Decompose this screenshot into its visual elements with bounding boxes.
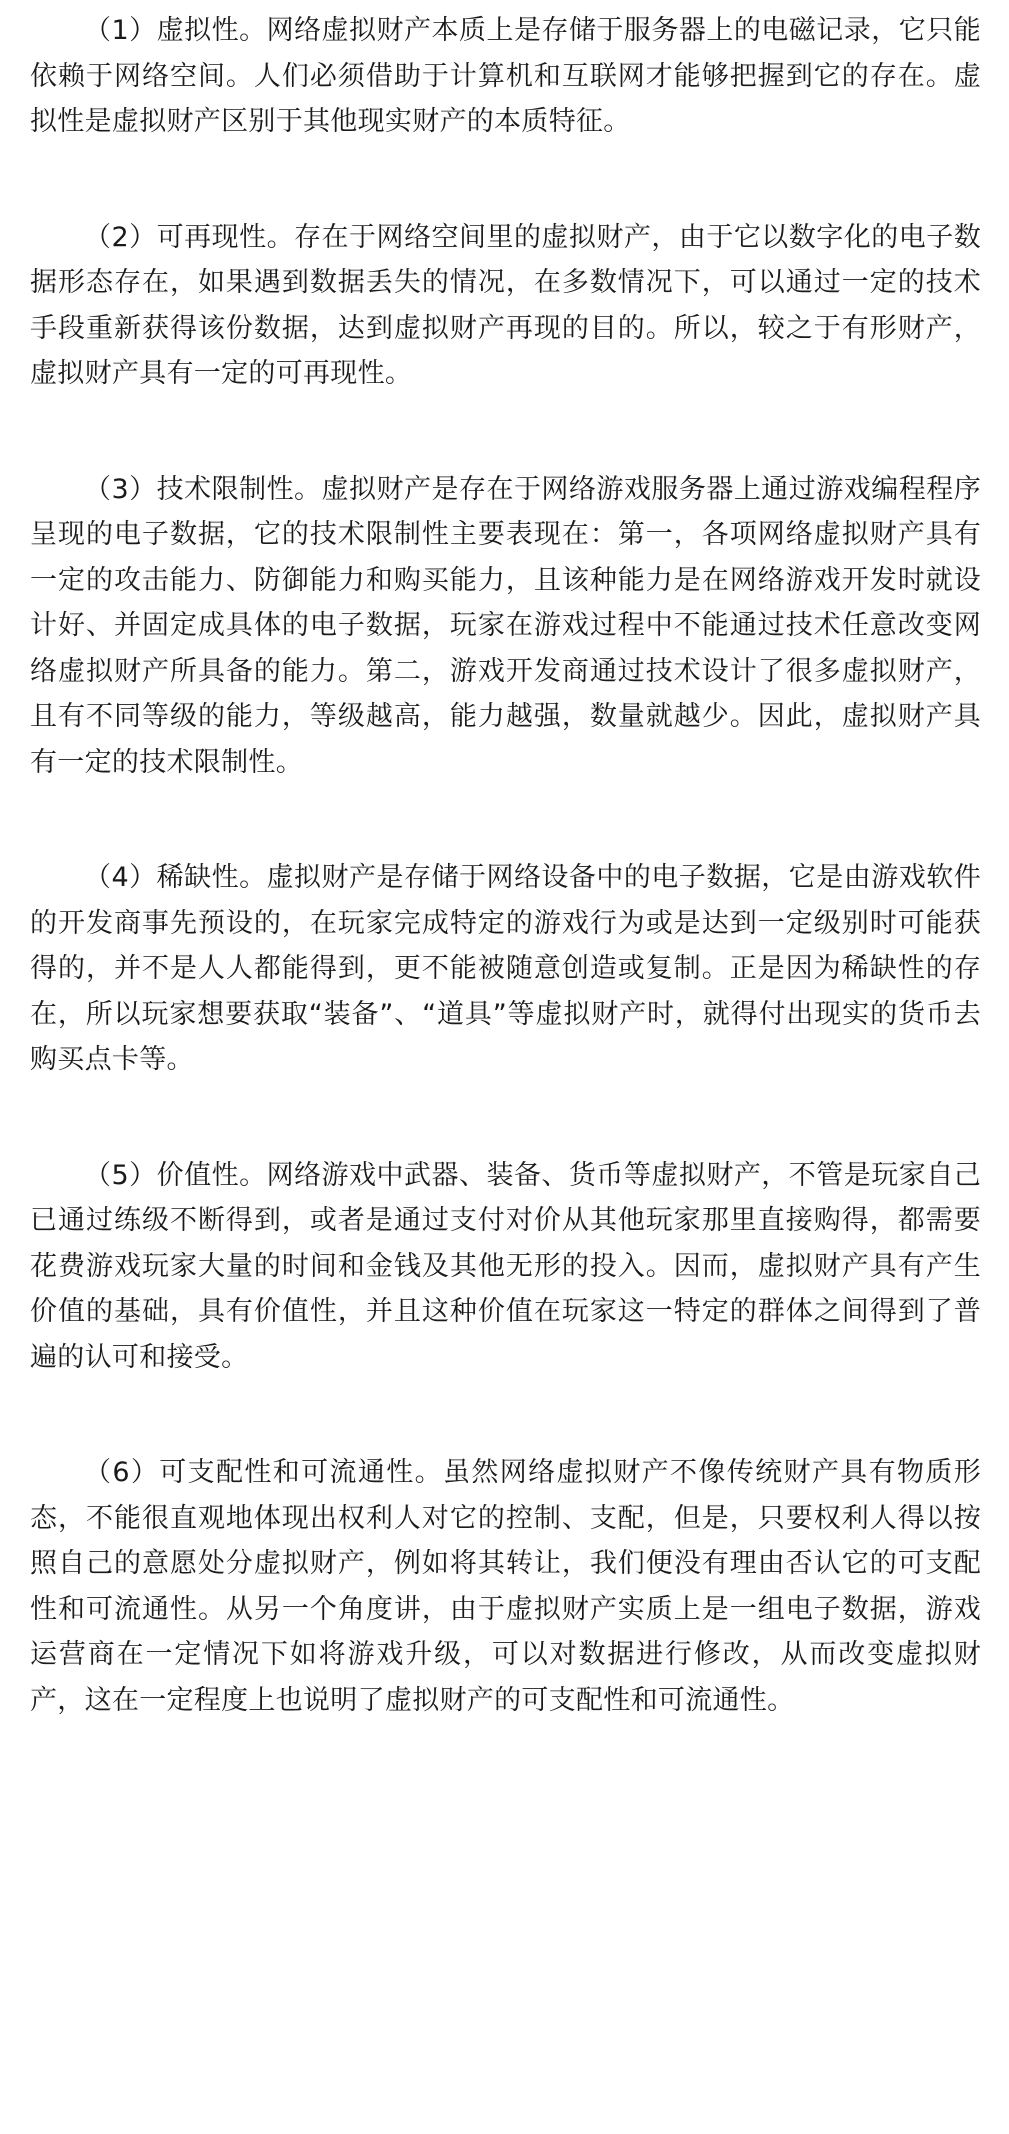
paragraph-technical-limitation: （3）技术限制性。虚拟财产是存在于网络游戏服务器上通过游戏编程程序呈现的电子数据，它的技术限制性主要表现在：第一，各项网络虚拟财产具有一定的攻击能力、防御能力和购买能力，且该种能力是在网络游戏开发时就设计好、并固定成具体的电子数据，玩家在游戏过程中不能通过技术任意改变网络虚拟财产所具备的能力。第二，游戏开发商通过技术设计了很多虚拟财产，且有不同等级的能力，等级越高，能力越强，数量就越少。因此，虚拟财产具有一定的技术限制性。 xyxy=(30,473,981,778)
paragraph-virtuality: （1）虚拟性。网络虚拟财产本质上是存储于服务器上的电磁记录，它只能依赖于网络空间。人们必须借助于计算机和互联网才能够把握到它的存在。虚拟性是虚拟财产区别于其他现实财产的本质特征。 xyxy=(30,15,981,137)
paragraph-disposability-circulation: （6）可支配性和可流通性。虽然网络虚拟财产不像传统财产具有物质形态，不能很直观地体现出权利人对它的控制、支配，但是，只要权利人得以按照自己的意愿处分虚拟财产，例如将其转让，我们便没有理由否认它的可支配性和可流通性。从另一个角度讲，由于虚拟财产实质上是一组电子数据，游戏运营商在一定情况下如将游戏升级，可以对数据进行修改，从而改变虚拟财产，这在一定程度上也说明了虚拟财产的可支配性和可流通性。 xyxy=(30,1457,981,1716)
paragraph-value: （5）价值性。网络游戏中武器、装备、货币等虚拟财产，不管是玩家自己已通过练级不断得到，或者是通过支付对价从其他玩家那里直接购得，都需要花费游戏玩家大量的时间和金钱及其他无形的投入。因而，虚拟财产具有产生价值的基础，具有价值性，并且这种价值在玩家这一特定的群体之间得到了普遍的认可和接受。 xyxy=(30,1159,981,1373)
paragraph-reproducibility: （2）可再现性。存在于网络空间里的虚拟财产，由于它以数字化的电子数据形态存在，如果遇到数据丢失的情况，在多数情况下，可以通过一定的技术手段重新获得该份数据，达到虚拟财产再现的目的。所以，较之于有形财产，虚拟财产具有一定的可再现性。 xyxy=(30,221,981,389)
paragraph-scarcity: （4）稀缺性。虚拟财产是存储于网络设备中的电子数据，它是由游戏软件的开发商事先预设的，在玩家完成特定的游戏行为或是达到一定级别时可能获得的，并不是人人都能得到，更不能被随意创造或复制。正是因为稀缺性的存在，所以玩家想要获取“装备”、“道具”等虚拟财产时，就得付出现实的货币去购买点卡等。 xyxy=(30,862,981,1075)
